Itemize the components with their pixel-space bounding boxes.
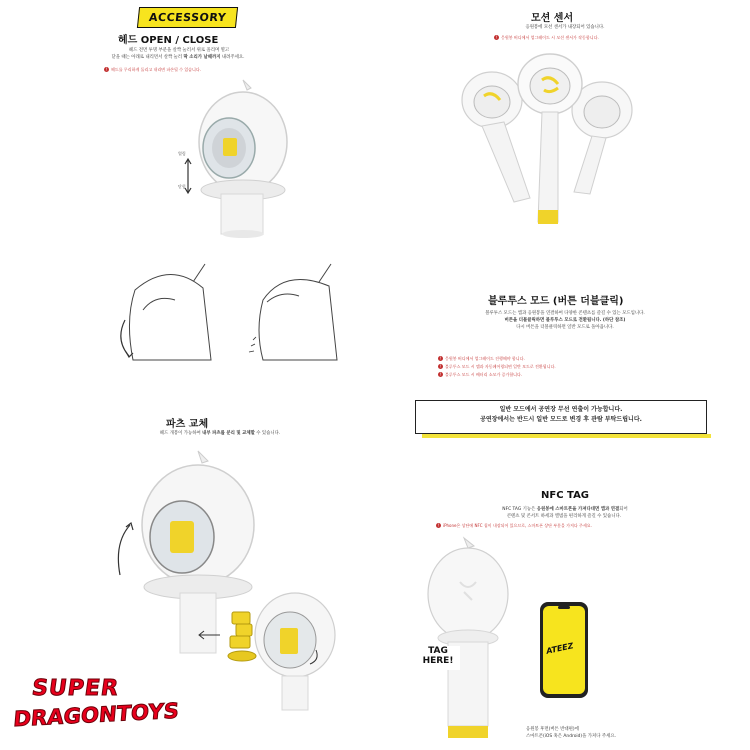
head-desc-2b: 딱 소리가 날때까지 — [183, 55, 221, 60]
accessory-tag: ACCESSORY — [137, 7, 238, 28]
motion-lightsticks-illustration — [452, 52, 652, 242]
nfc-title: NFC TAG — [541, 490, 590, 501]
head-desc-line-2 — [78, 54, 278, 61]
lightstick-head-illustration — [185, 82, 305, 250]
panel-head-line-drawings — [0, 255, 370, 375]
head-open-line-drawing — [115, 260, 225, 370]
panel-bluetooth — [380, 280, 750, 440]
phone-brand-logo: ATEEZ — [545, 641, 575, 656]
bluetooth-note-2: ! 블루투스 모드 시 앱과 자동페어링되면 일반 모드로 전환됩니다. — [439, 364, 556, 369]
parts-desc-c: 수 있습니다. — [254, 431, 281, 436]
parts-title: 파츠 교체 — [166, 419, 209, 430]
head-close-line-drawing — [245, 260, 355, 370]
motion-desc: 응원봉에 모션 센서가 내장되어 있습니다. — [525, 25, 605, 30]
nfc-desc-1b: 응원봉에 스마트폰을 가져다대면 앱과 연결 — [536, 507, 620, 512]
nfc-bottom-line-1: 응원봉 후면(버튼 반대편)에 — [526, 727, 579, 732]
motion-title: 모션 센서 — [531, 9, 573, 24]
nfc-lightstick-illustration — [424, 542, 514, 742]
head-desc-2a: 닫을 때는 아래로 내리면서 살짝 눌러 — [111, 55, 184, 60]
parts-removed-insert — [224, 608, 264, 668]
concert-mode-box — [415, 400, 707, 434]
bluetooth-note-3: ! 블루투스 모드 시 배터리 소모가 증가합니다. — [439, 372, 523, 377]
nfc-bottom-line-2: 스마트폰(iOS 혹은 Android)을 가져다 주세요. — [526, 734, 616, 739]
head-desc-line-1: 헤드 전면 투명 부분을 살짝 눌러서 위로 올리며 열고 — [128, 48, 230, 53]
bluetooth-desc-1: 블루투스 모드는 앱과 응원봉을 연결하여 다양한 콘텐츠를 즐길 수 있는 모드입니다. — [485, 311, 645, 316]
bluetooth-note-1: ! 응원봉 버디에서 업그레이드 진행해야 합니다. — [439, 356, 525, 361]
nfc-desc-2: 콘텐츠 및 콘서트 하세과 엘범을 편리하게 즐길 수 있습니다. — [506, 514, 622, 519]
watermark-super: SUPER — [30, 676, 121, 701]
concert-box-line-2: 공연장에서는 반드시 일반 모드로 변경 후 관람 부탁드립니다. — [480, 416, 642, 423]
motion-note: ! 응원봉 버디에서 업그레이드 시 모션 센서가 작동합니다. — [495, 35, 599, 40]
bluetooth-desc-3: 다시 버튼을 더블클릭하면 일반 모드로 돌아옵니다. — [516, 325, 614, 330]
bluetooth-desc-2: 버튼을 더블클릭하면 블루투스 모드로 전환됩니다. (하단 참조) — [504, 318, 626, 323]
open-label: 열림 — [178, 151, 186, 156]
head-note: ! 헤드를 무리하게 돌리고 내리면 파손될 수 있습니다. — [105, 67, 202, 72]
nfc-note: ! iPhone은 상단에 NFC 칩이 내장되어 있으므로, 스마트폰 상단 부분을 가져다 주세요. — [437, 523, 592, 528]
watermark-dragontoys: DRAGONTOYS — [12, 698, 180, 732]
head-open-close-title: 헤드 OPEN / CLOSE — [118, 35, 219, 46]
parts-desc — [120, 430, 320, 437]
parts-desc-a: 헤드 개봉이 가능하여 — [159, 431, 203, 436]
panel-accessory — [0, 0, 370, 250]
nfc-tag-here: TAG HERE! — [416, 646, 460, 670]
nfc-desc-1 — [440, 506, 690, 513]
close-label: 닫힘 — [178, 184, 186, 189]
parts-desc-b: 내부 파츠를 분리 및 교체할 — [202, 431, 255, 436]
nfc-desc-1c: 되어 — [619, 507, 628, 512]
bluetooth-title: 블루투스 모드 (버튼 더블클릭) — [488, 292, 624, 307]
nfc-desc-1a: NFC TAG 기능은 — [502, 507, 537, 512]
panel-parts — [0, 380, 370, 750]
panel-nfc — [380, 440, 750, 750]
concert-box-line-1: 일반 모드에서 공연장 무선 연출이 가능합니다. — [499, 406, 623, 413]
parts-arrow-left — [198, 630, 222, 640]
head-desc-2c: 내려주세요. — [220, 55, 245, 60]
panel-motion — [380, 0, 750, 250]
